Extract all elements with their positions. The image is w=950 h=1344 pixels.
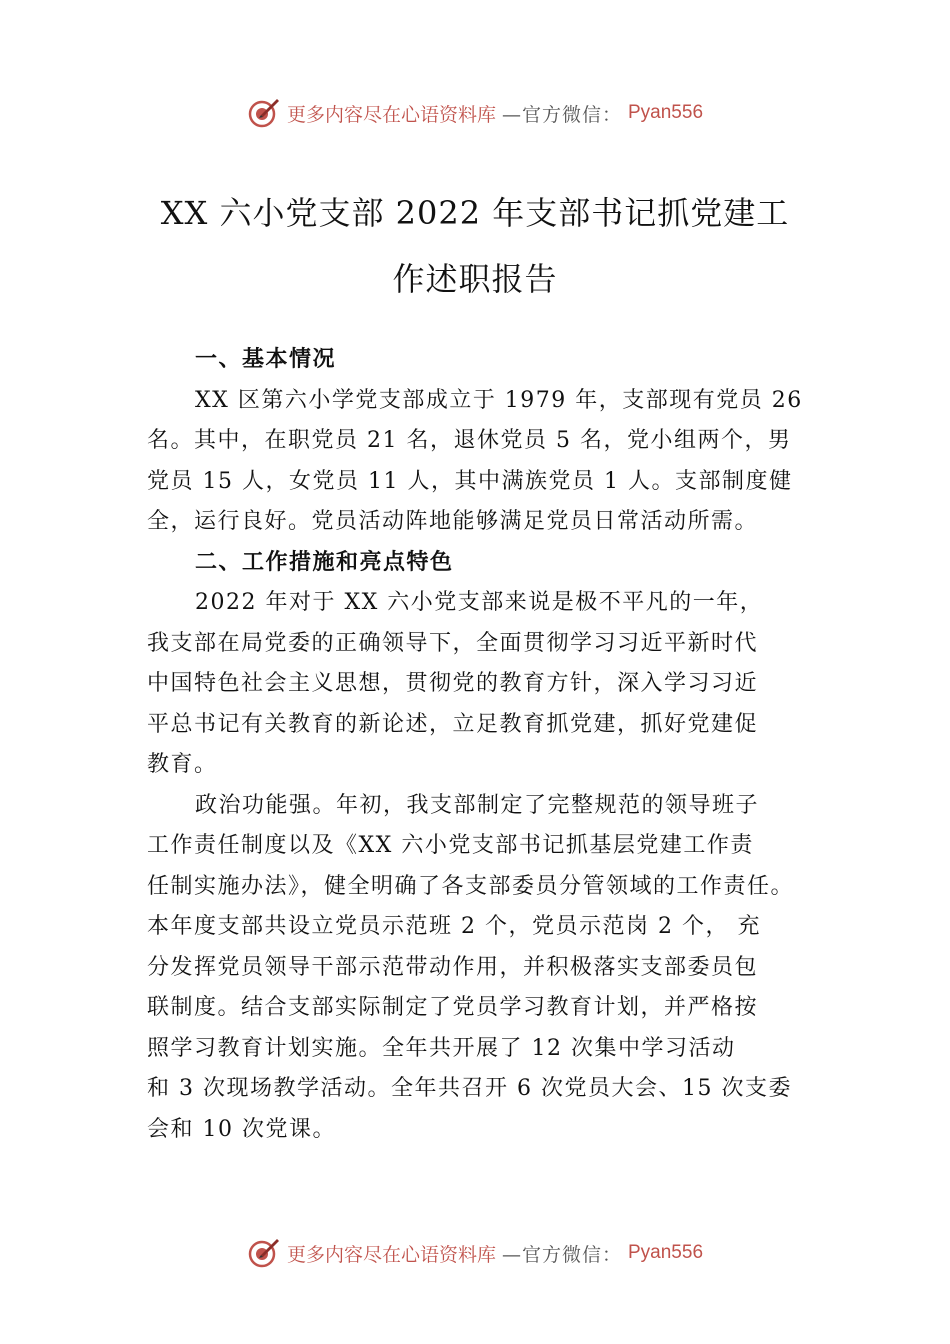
watermark-main-text: 更多内容尽在心语资料库 bbox=[286, 1243, 496, 1266]
watermark-main-text: 更多内容尽在心语资料库 bbox=[286, 103, 496, 126]
text-line: 2022 年对于 XX 六小党支部来说是极不平凡的一年， bbox=[195, 590, 764, 615]
text-line: 会和 10 次党课。 bbox=[147, 1116, 336, 1142]
title-line: XX 六小党支部 2022 年支部书记抓党建工 bbox=[160, 194, 790, 232]
text-line: XX 区第六小学党支部成立于 1979 年，支部现有党员 26 bbox=[195, 387, 803, 413]
pen-logo-icon bbox=[247, 96, 281, 130]
paragraph bbox=[147, 381, 837, 543]
text-line: 平总书记有关教育的新论述，立足教育抓党建，抓好党建促 bbox=[147, 711, 759, 737]
pen-logo-icon bbox=[247, 1236, 281, 1270]
footer-watermark bbox=[0, 1236, 950, 1270]
section-heading: 一、基本情况 bbox=[195, 347, 337, 372]
watermark-wechat-id: Pyan556 bbox=[628, 1242, 704, 1263]
text-line: 名。其中，在职党员 21 名，退休党员 5 名，党小组两个，男 bbox=[147, 428, 792, 453]
title-line: 作述职报告 bbox=[392, 260, 558, 298]
text-line: 政治功能强。年初，我支部制定了完整规范的领导班子 bbox=[195, 792, 760, 818]
watermark-sub-text: —官方微信： bbox=[501, 103, 622, 126]
text-line: 分发挥党员领导干部示范带动作用，并积极落实支部委员包 bbox=[147, 954, 759, 980]
text-line: 中国特色社会主义思想，贯彻党的教育方针，深入学习习近 bbox=[147, 671, 759, 696]
text-line: 联制度。结合支部实际制定了党员学习教育计划，并严格按 bbox=[147, 995, 759, 1020]
text-line: 工作责任制度以及《XX 六小党支部书记抓基层党建工作责 bbox=[147, 833, 754, 858]
text-line: 本年度支部共设立党员示范班 2 个，党员示范岗 2 个， 充 bbox=[147, 914, 761, 939]
text-line: 党员 15 人，女党员 11 人，其中满族党员 1 人。支部制度健 bbox=[147, 468, 793, 494]
document-body bbox=[147, 340, 837, 1150]
text-line: 照学习教育计划实施。全年共开展了 12 次集中学习活动 bbox=[147, 1035, 736, 1061]
paragraph bbox=[147, 786, 837, 1151]
section-heading: 二、工作措施和亮点特色 bbox=[195, 549, 454, 575]
document-title bbox=[120, 180, 830, 312]
watermark-sub-text: —官方微信： bbox=[501, 1243, 622, 1266]
watermark-wechat-id: Pyan556 bbox=[628, 102, 704, 123]
text-line: 教育。 bbox=[147, 752, 218, 777]
header-watermark bbox=[0, 96, 950, 130]
paragraph bbox=[147, 583, 837, 786]
text-line: 任制实施办法》，健全明确了各支部委员分管领域的工作责任。 bbox=[147, 873, 795, 899]
text-line: 我支部在局党委的正确领导下，全面贯彻学习习近平新时代 bbox=[147, 630, 759, 656]
text-line: 全，运行良好。党员活动阵地能够满足党员日常活动所需。 bbox=[147, 509, 759, 534]
text-line: 和 3 次现场教学活动。全年共召开 6 次党员大会、15 次支委 bbox=[147, 1076, 792, 1101]
